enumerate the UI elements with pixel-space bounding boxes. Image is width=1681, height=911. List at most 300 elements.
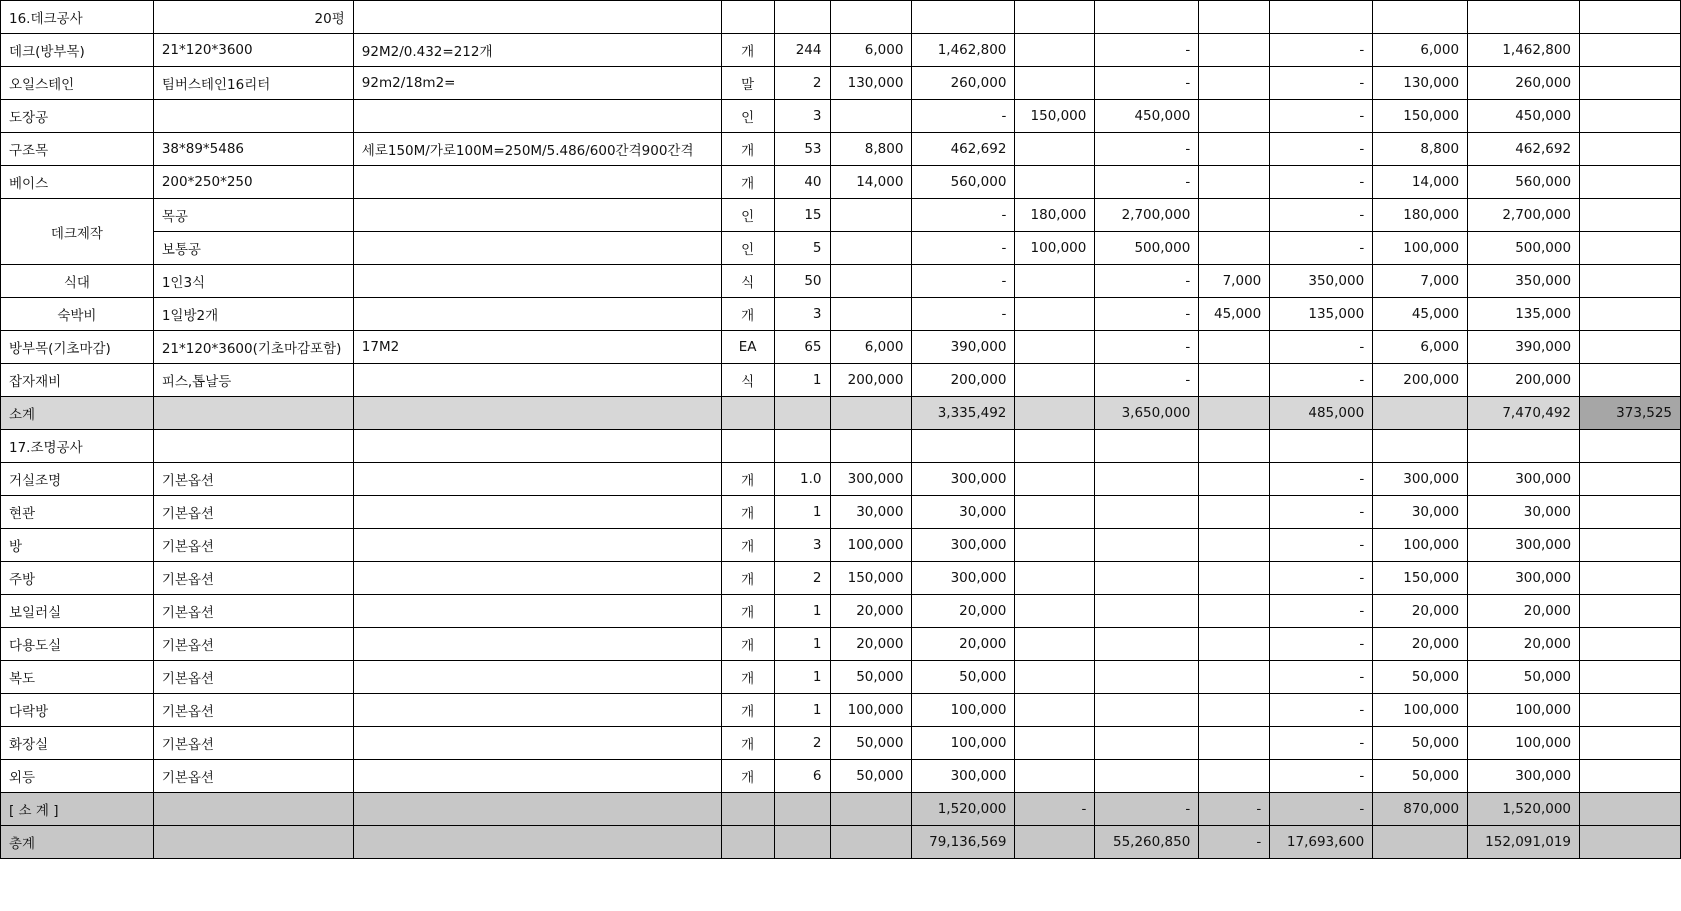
cell-note[interactable]: 세로150M/가로100M=250M/5.486/600간격900간격 [353,133,721,166]
cell-labor-price[interactable] [1015,760,1095,793]
cell-spec[interactable]: 기본옵션 [153,694,353,727]
cell-expense-amount[interactable]: - [1270,496,1373,529]
cell-material-price[interactable] [830,430,912,463]
cell-expense-amount[interactable]: - [1270,661,1373,694]
cell-qty[interactable] [774,793,830,826]
cell-total-amount[interactable]: 20,000 [1468,628,1580,661]
cell-extra[interactable] [1580,727,1681,760]
cell-item[interactable]: 화장실 [1,727,154,760]
cell-expense-price[interactable] [1199,694,1270,727]
cell-labor-amount[interactable]: - [1095,364,1199,397]
cell-material-amount[interactable]: 462,692 [912,133,1015,166]
cell-labor-price[interactable] [1015,34,1095,67]
cell-unit[interactable] [721,430,774,463]
cell-labor-amount[interactable]: 2,700,000 [1095,199,1199,232]
cell-total-price[interactable]: 30,000 [1373,496,1468,529]
cell-unit[interactable]: 개 [721,298,774,331]
cell-qty[interactable]: 1 [774,628,830,661]
cell-expense-price[interactable] [1199,1,1270,34]
cell-expense-amount[interactable]: - [1270,100,1373,133]
cell-labor-price[interactable] [1015,529,1095,562]
cell-total-price[interactable]: 130,000 [1373,67,1468,100]
cell-material-amount[interactable]: - [912,232,1015,265]
cell-total-price[interactable]: 50,000 [1373,727,1468,760]
cell-spec[interactable]: 38*89*5486 [153,133,353,166]
cell-labor-amount[interactable]: - [1095,133,1199,166]
cell-extra[interactable] [1580,694,1681,727]
cell-labor-amount[interactable] [1095,562,1199,595]
cell-material-amount[interactable]: 300,000 [912,463,1015,496]
cell-material-amount[interactable]: 100,000 [912,694,1015,727]
cell-labor-price[interactable] [1015,826,1095,859]
cell-material-amount[interactable]: 1,462,800 [912,34,1015,67]
cell-note[interactable] [353,760,721,793]
cell-material-price[interactable]: 300,000 [830,463,912,496]
cell-total-amount[interactable]: 1,462,800 [1468,34,1580,67]
cell-expense-amount[interactable]: - [1270,529,1373,562]
cell-spec[interactable]: 보통공 [153,232,353,265]
cell-labor-amount[interactable]: - [1095,298,1199,331]
cell-labor-price[interactable] [1015,331,1095,364]
cell-labor-amount[interactable] [1095,760,1199,793]
cell-spec[interactable]: 기본옵션 [153,562,353,595]
cell-unit[interactable] [721,397,774,430]
cell-qty[interactable]: 1 [774,595,830,628]
cell-labor-price[interactable]: 180,000 [1015,199,1095,232]
cell-material-amount[interactable]: 50,000 [912,661,1015,694]
cell-qty[interactable] [774,1,830,34]
cell-material-amount[interactable]: 560,000 [912,166,1015,199]
cell-note[interactable] [353,529,721,562]
cell-total-amount[interactable]: 30,000 [1468,496,1580,529]
cell-unit[interactable]: 개 [721,34,774,67]
cell-qty[interactable]: 40 [774,166,830,199]
cell-extra[interactable] [1580,793,1681,826]
cell-expense-price[interactable] [1199,397,1270,430]
cell-labor-amount[interactable]: - [1095,166,1199,199]
cell-expense-price[interactable] [1199,529,1270,562]
cell-spec[interactable]: 21*120*3600 [153,34,353,67]
cell-material-price[interactable] [830,1,912,34]
cell-total-amount[interactable]: 20,000 [1468,595,1580,628]
cell-total-price[interactable] [1373,826,1468,859]
cell-qty[interactable]: 1 [774,364,830,397]
cell-expense-price[interactable] [1199,331,1270,364]
cell-item[interactable]: [ 소 계 ] [1,793,154,826]
cell-material-price[interactable]: 30,000 [830,496,912,529]
cell-qty[interactable]: 2 [774,67,830,100]
cell-qty[interactable]: 6 [774,760,830,793]
cell-unit[interactable]: 개 [721,694,774,727]
cell-item[interactable]: 현관 [1,496,154,529]
cell-material-price[interactable]: 150,000 [830,562,912,595]
cell-item[interactable]: 숙박비 [1,298,154,331]
cell-spec[interactable] [153,826,353,859]
cell-total-price[interactable]: 200,000 [1373,364,1468,397]
cell-expense-price[interactable] [1199,727,1270,760]
cell-expense-price[interactable] [1199,562,1270,595]
cell-item[interactable]: 16.데크공사 [1,1,154,34]
cell-labor-price[interactable]: 150,000 [1015,100,1095,133]
cell-note[interactable]: 17M2 [353,331,721,364]
cell-spec[interactable]: 기본옵션 [153,727,353,760]
cell-material-amount[interactable]: 20,000 [912,628,1015,661]
cell-material-price[interactable] [830,199,912,232]
cell-unit[interactable]: 인 [721,232,774,265]
cell-total-amount[interactable]: 450,000 [1468,100,1580,133]
cell-total-price[interactable]: 14,000 [1373,166,1468,199]
cell-item[interactable]: 보일러실 [1,595,154,628]
cell-labor-amount[interactable] [1095,463,1199,496]
cell-expense-amount[interactable]: - [1270,760,1373,793]
cell-note[interactable] [353,100,721,133]
cell-extra[interactable] [1580,463,1681,496]
cell-labor-amount[interactable]: 55,260,850 [1095,826,1199,859]
cell-extra[interactable] [1580,232,1681,265]
cell-expense-amount[interactable]: 350,000 [1270,265,1373,298]
cell-total-price[interactable]: 20,000 [1373,628,1468,661]
cell-expense-amount[interactable]: - [1270,727,1373,760]
cell-total-price[interactable]: 6,000 [1373,34,1468,67]
cell-extra[interactable] [1580,298,1681,331]
cell-expense-amount[interactable]: - [1270,463,1373,496]
cell-item[interactable]: 17.조명공사 [1,430,154,463]
cell-unit[interactable] [721,1,774,34]
cell-extra[interactable] [1580,529,1681,562]
cell-item[interactable]: 방부목(기초마감) [1,331,154,364]
cell-qty[interactable]: 1.0 [774,463,830,496]
cell-item[interactable]: 주방 [1,562,154,595]
cell-extra[interactable] [1580,826,1681,859]
cell-material-price[interactable] [830,298,912,331]
cell-expense-amount[interactable]: - [1270,166,1373,199]
cell-unit[interactable]: 개 [721,727,774,760]
cell-total-price[interactable]: 8,800 [1373,133,1468,166]
cell-spec[interactable]: 1인3식 [153,265,353,298]
cell-unit[interactable]: 말 [721,67,774,100]
cell-material-amount[interactable]: 30,000 [912,496,1015,529]
cell-unit[interactable]: 개 [721,562,774,595]
cell-spec[interactable] [153,100,353,133]
cell-unit[interactable] [721,793,774,826]
cell-expense-price[interactable] [1199,595,1270,628]
cell-material-price[interactable]: 6,000 [830,331,912,364]
cell-labor-price[interactable] [1015,67,1095,100]
cell-qty[interactable] [774,397,830,430]
cell-note[interactable] [353,166,721,199]
cell-expense-amount[interactable]: - [1270,133,1373,166]
cell-labor-price[interactable] [1015,298,1095,331]
cell-material-price[interactable]: 50,000 [830,760,912,793]
cell-material-amount[interactable]: 20,000 [912,595,1015,628]
cell-material-price[interactable]: 200,000 [830,364,912,397]
cell-item[interactable]: 오일스테인 [1,67,154,100]
cell-labor-amount[interactable]: - [1095,331,1199,364]
cell-note[interactable] [353,727,721,760]
cell-labor-amount[interactable]: - [1095,793,1199,826]
cell-material-price[interactable] [830,232,912,265]
cell-spec[interactable]: 21*120*3600(기초마감포함) [153,331,353,364]
cell-expense-amount[interactable]: - [1270,628,1373,661]
cell-labor-price[interactable] [1015,430,1095,463]
cell-expense-price[interactable]: 45,000 [1199,298,1270,331]
cell-expense-amount[interactable]: - [1270,232,1373,265]
cell-spec[interactable] [153,430,353,463]
cell-qty[interactable]: 5 [774,232,830,265]
cell-expense-amount[interactable] [1270,1,1373,34]
cell-expense-amount[interactable] [1270,430,1373,463]
cell-note[interactable] [353,397,721,430]
cell-note[interactable] [353,463,721,496]
cell-extra[interactable] [1580,166,1681,199]
cell-total-amount[interactable]: 350,000 [1468,265,1580,298]
cell-material-price[interactable]: 100,000 [830,529,912,562]
cell-expense-price[interactable] [1199,67,1270,100]
cell-expense-amount[interactable]: - [1270,364,1373,397]
cell-qty[interactable]: 3 [774,298,830,331]
cell-total-price[interactable]: 100,000 [1373,232,1468,265]
cell-expense-price[interactable]: - [1199,793,1270,826]
cell-qty[interactable]: 1 [774,694,830,727]
cell-extra[interactable] [1580,265,1681,298]
cell-spec[interactable]: 기본옵션 [153,496,353,529]
cell-expense-price[interactable] [1199,166,1270,199]
cell-labor-amount[interactable] [1095,496,1199,529]
cell-material-price[interactable] [830,826,912,859]
cell-labor-price[interactable] [1015,661,1095,694]
cell-unit[interactable]: 인 [721,100,774,133]
cell-note[interactable] [353,364,721,397]
cell-total-price[interactable]: 50,000 [1373,661,1468,694]
cell-qty[interactable]: 15 [774,199,830,232]
cell-note[interactable] [353,628,721,661]
cell-material-price[interactable] [830,265,912,298]
cell-labor-price[interactable] [1015,595,1095,628]
cell-qty[interactable] [774,826,830,859]
cell-item[interactable]: 거실조명 [1,463,154,496]
cell-labor-amount[interactable]: - [1095,265,1199,298]
cell-labor-price[interactable] [1015,628,1095,661]
cell-labor-amount[interactable]: 500,000 [1095,232,1199,265]
cell-material-amount[interactable]: 3,335,492 [912,397,1015,430]
cell-labor-price[interactable] [1015,694,1095,727]
cell-total-price[interactable]: 6,000 [1373,331,1468,364]
cell-total-amount[interactable]: 500,000 [1468,232,1580,265]
cell-total-price[interactable] [1373,1,1468,34]
cell-extra[interactable] [1580,496,1681,529]
cell-expense-price[interactable] [1199,364,1270,397]
cell-total-amount[interactable]: 260,000 [1468,67,1580,100]
cell-unit[interactable]: 개 [721,529,774,562]
cell-expense-price[interactable] [1199,661,1270,694]
cell-labor-price[interactable] [1015,562,1095,595]
cell-total-amount[interactable] [1468,430,1580,463]
cell-note[interactable]: 92M2/0.432=212개 [353,34,721,67]
cell-material-price[interactable]: 8,800 [830,133,912,166]
cell-extra[interactable]: 373,525 [1580,397,1681,430]
cell-note[interactable] [353,496,721,529]
cell-qty[interactable]: 3 [774,100,830,133]
cell-material-amount[interactable]: 300,000 [912,529,1015,562]
cell-expense-amount[interactable]: - [1270,793,1373,826]
cell-labor-amount[interactable] [1095,661,1199,694]
cell-expense-price[interactable] [1199,100,1270,133]
cell-total-price[interactable] [1373,397,1468,430]
cell-extra[interactable] [1580,595,1681,628]
cell-material-amount[interactable]: 100,000 [912,727,1015,760]
cell-labor-price[interactable]: - [1015,793,1095,826]
cell-material-amount[interactable] [912,430,1015,463]
cell-material-price[interactable]: 100,000 [830,694,912,727]
cell-note[interactable] [353,562,721,595]
cell-unit[interactable] [721,826,774,859]
cell-extra[interactable] [1580,760,1681,793]
cell-unit[interactable]: 개 [721,166,774,199]
cell-unit[interactable]: 개 [721,595,774,628]
cell-labor-amount[interactable]: - [1095,67,1199,100]
cell-expense-price[interactable] [1199,199,1270,232]
cell-total-price[interactable]: 20,000 [1373,595,1468,628]
cell-material-amount[interactable]: - [912,199,1015,232]
cell-material-amount[interactable]: - [912,298,1015,331]
cell-qty[interactable]: 3 [774,529,830,562]
cell-labor-amount[interactable] [1095,1,1199,34]
cell-qty[interactable]: 65 [774,331,830,364]
cell-material-amount[interactable]: 260,000 [912,67,1015,100]
cell-total-amount[interactable]: 50,000 [1468,661,1580,694]
cell-spec[interactable]: 20평 [153,1,353,34]
cell-expense-price[interactable] [1199,34,1270,67]
cell-qty[interactable]: 50 [774,265,830,298]
cell-material-amount[interactable] [912,1,1015,34]
cell-unit[interactable]: 인 [721,199,774,232]
cell-unit[interactable]: EA [721,331,774,364]
cell-labor-price[interactable] [1015,1,1095,34]
cell-spec[interactable]: 기본옵션 [153,529,353,562]
cell-total-price[interactable]: 150,000 [1373,100,1468,133]
cell-total-price[interactable]: 45,000 [1373,298,1468,331]
cell-total-amount[interactable]: 300,000 [1468,760,1580,793]
cell-total-amount[interactable]: 300,000 [1468,463,1580,496]
cell-labor-price[interactable] [1015,166,1095,199]
cell-qty[interactable]: 2 [774,562,830,595]
cell-item[interactable]: 다용도실 [1,628,154,661]
cell-extra[interactable] [1580,133,1681,166]
cell-material-price[interactable]: 20,000 [830,595,912,628]
cell-item[interactable]: 복도 [1,661,154,694]
cell-total-amount[interactable]: 2,700,000 [1468,199,1580,232]
cell-item[interactable]: 도장공 [1,100,154,133]
cell-labor-amount[interactable] [1095,430,1199,463]
cell-note[interactable] [353,793,721,826]
cell-expense-amount[interactable]: - [1270,562,1373,595]
cell-unit[interactable]: 식 [721,364,774,397]
cell-spec[interactable]: 피스,톱날등 [153,364,353,397]
cell-material-amount[interactable]: 1,520,000 [912,793,1015,826]
cell-extra[interactable] [1580,34,1681,67]
cell-qty[interactable]: 53 [774,133,830,166]
cell-spec[interactable] [153,793,353,826]
cell-total-price[interactable]: 50,000 [1373,760,1468,793]
cell-expense-amount[interactable]: - [1270,199,1373,232]
cell-expense-price[interactable] [1199,463,1270,496]
cell-labor-amount[interactable] [1095,595,1199,628]
cell-total-amount[interactable]: 462,692 [1468,133,1580,166]
cell-expense-amount[interactable]: - [1270,331,1373,364]
cell-total-amount[interactable]: 200,000 [1468,364,1580,397]
cell-expense-price[interactable] [1199,760,1270,793]
cell-material-price[interactable] [830,793,912,826]
cell-labor-price[interactable] [1015,265,1095,298]
cell-total-amount[interactable]: 560,000 [1468,166,1580,199]
cell-spec[interactable]: 200*250*250 [153,166,353,199]
cell-labor-price[interactable] [1015,727,1095,760]
cell-note[interactable] [353,232,721,265]
cell-extra[interactable] [1580,430,1681,463]
cell-total-amount[interactable]: 100,000 [1468,694,1580,727]
cell-labor-price[interactable] [1015,463,1095,496]
cell-item[interactable]: 잡자재비 [1,364,154,397]
cell-expense-amount[interactable]: - [1270,34,1373,67]
cell-note[interactable] [353,298,721,331]
cell-item[interactable]: 총계 [1,826,154,859]
cell-unit[interactable]: 개 [721,133,774,166]
cell-qty[interactable]: 244 [774,34,830,67]
cell-total-price[interactable]: 100,000 [1373,694,1468,727]
cell-note[interactable]: 92m2/18m2= [353,67,721,100]
cell-material-amount[interactable]: 79,136,569 [912,826,1015,859]
cell-total-price[interactable]: 7,000 [1373,265,1468,298]
cell-total-price[interactable]: 180,000 [1373,199,1468,232]
cell-note[interactable] [353,661,721,694]
cell-total-amount[interactable]: 300,000 [1468,529,1580,562]
cell-qty[interactable]: 2 [774,727,830,760]
cell-labor-price[interactable] [1015,397,1095,430]
cell-note[interactable] [353,595,721,628]
cell-labor-price[interactable] [1015,364,1095,397]
cell-expense-amount[interactable]: - [1270,694,1373,727]
cell-expense-amount[interactable]: 485,000 [1270,397,1373,430]
cell-material-price[interactable] [830,100,912,133]
cell-spec[interactable] [153,397,353,430]
cell-item[interactable]: 방 [1,529,154,562]
cell-extra[interactable] [1580,1,1681,34]
cell-total-amount[interactable] [1468,1,1580,34]
cell-labor-amount[interactable] [1095,727,1199,760]
cell-total-amount[interactable]: 300,000 [1468,562,1580,595]
cell-spec[interactable]: 목공 [153,199,353,232]
cell-extra[interactable] [1580,67,1681,100]
cell-expense-price[interactable] [1199,133,1270,166]
cell-unit[interactable]: 개 [721,496,774,529]
cell-material-amount[interactable]: 390,000 [912,331,1015,364]
cell-total-amount[interactable]: 390,000 [1468,331,1580,364]
cell-spec[interactable]: 팀버스테인16리터 [153,67,353,100]
cell-expense-amount[interactable]: - [1270,67,1373,100]
cell-total-amount[interactable]: 100,000 [1468,727,1580,760]
cell-unit[interactable]: 개 [721,463,774,496]
cell-spec[interactable]: 기본옵션 [153,595,353,628]
cell-labor-price[interactable]: 100,000 [1015,232,1095,265]
cell-material-price[interactable]: 6,000 [830,34,912,67]
cell-item[interactable]: 소계 [1,397,154,430]
cell-material-price[interactable]: 14,000 [830,166,912,199]
cell-extra[interactable] [1580,661,1681,694]
cell-note[interactable] [353,1,721,34]
cell-expense-amount[interactable]: 135,000 [1270,298,1373,331]
cell-total-amount[interactable]: 135,000 [1468,298,1580,331]
cell-extra[interactable] [1580,364,1681,397]
